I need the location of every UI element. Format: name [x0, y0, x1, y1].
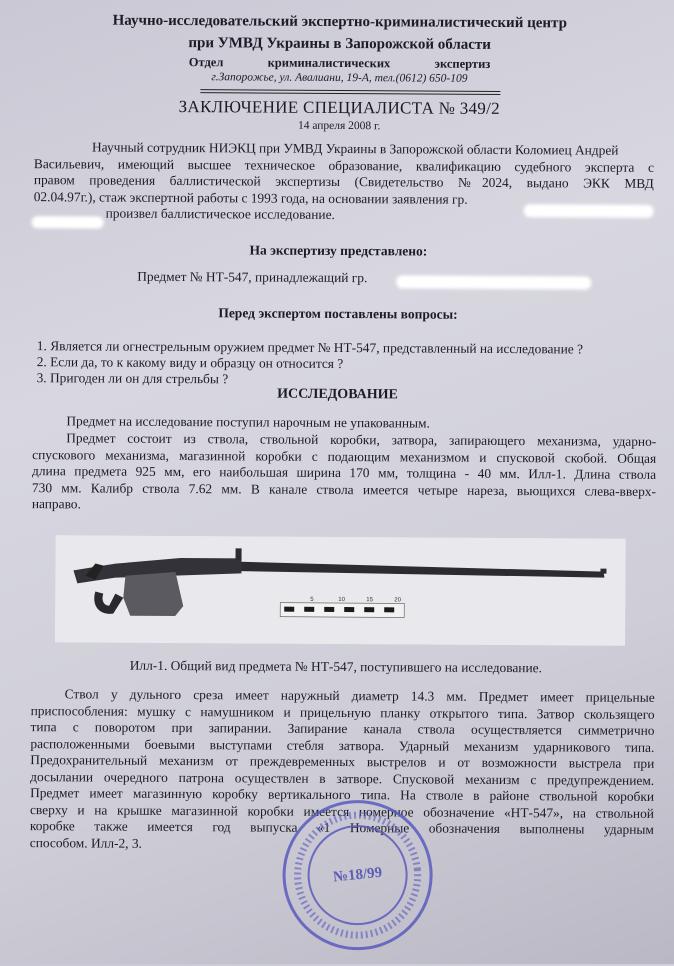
- scale-label: 10: [338, 597, 345, 604]
- question-item: 2. Если да, то к какому виду и образцу он относится ?: [36, 354, 344, 372]
- header-institution: Научно-исследовательский экспертно-криминалистический центр: [112, 12, 567, 32]
- header-address: г.Запорожье, ул. Авалиани, 19-А, тел.(0612) 650-109: [211, 71, 468, 85]
- scale-segment: [344, 607, 354, 612]
- magazine-box: [123, 572, 183, 616]
- description-line: Предохранительный механизм от преждевременных выстрелов и от возможности выстрела при: [30, 752, 655, 771]
- document-date: 14 апреля 2008 г.: [297, 119, 381, 133]
- scale-label: 15: [366, 597, 373, 604]
- scale-segment: [324, 607, 334, 612]
- research-line: Предмет состоит из ствола, ствольной коробки, затвора, запирающего механизма, ударно-: [66, 430, 657, 449]
- research-line: длина предмета 925 мм, его наибольшая ширина 170 мм, толщина - 40 мм. Илл-1. Длина ствола: [32, 463, 657, 482]
- rear-sight: [236, 548, 242, 560]
- header-division-word: Отдел: [188, 55, 224, 70]
- research-paragraph-2: [32, 430, 656, 516]
- seal-number: №18/99: [332, 864, 383, 886]
- scale-segment: [384, 607, 394, 612]
- description-line: способом. Илл-2, 3.: [29, 834, 142, 851]
- object-photo: [55, 535, 626, 645]
- document-title: ЗАКЛЮЧЕНИЕ СПЕЦИАЛИСТА № 349/2: [178, 97, 501, 118]
- question-item: 1. Является ли огнестрельным оружием предмет № НТ-547, представленный на исследование ?: [36, 338, 584, 357]
- intro-line: Научный сотрудник НИЭКЦ при УМВД Украины в Запорожской области Коломиец Андрей: [91, 139, 619, 158]
- research-paragraph-1: Предмет на исследование поступил нарочным не упакованным.: [66, 413, 430, 431]
- scale-label: 20: [394, 597, 401, 604]
- description-line: расположенными боевыми выступами стебля затвора. Ударный механизм ударникового типа.: [30, 735, 655, 755]
- questions-heading: Перед экспертом поставлены вопросы:: [218, 305, 458, 322]
- redaction: [524, 204, 654, 218]
- description-line: приспособления: мушку с намушником и прицельную планку открытого типа. Затвор скользящего: [30, 702, 655, 722]
- redaction: [396, 275, 591, 289]
- illustration-caption: Илл-1. Общий вид предмета № НТ-547, поступившего на исследование.: [129, 657, 543, 676]
- description-line: Ствол у дульного среза имеет наружный диаметр 14.3 мм. Предмет имеет прицельные: [64, 686, 655, 705]
- official-seal: [276, 793, 440, 957]
- research-line: 730 мм. Калибр ствола 7.62 мм. В канале ствола имеется четыре нареза, вьющихся слева-вверх-: [31, 479, 656, 499]
- header-division-word: криминалистических: [267, 55, 391, 71]
- redaction: [32, 216, 104, 228]
- research-line: спускового механизма, магазинной коробки с подающим механизмом и спусковой скобой. Общая: [32, 446, 657, 466]
- rifle-illustration: [55, 535, 626, 645]
- scale-label: 5: [310, 596, 314, 603]
- description-line: сверху и на крышке магазинной коробки имеется номерное обозначение «НТ-547», на ствольной: [29, 801, 655, 821]
- intro-line: 02.04.97г.), стаж экспертной работы с 1993 года, на основании заявления гр.: [33, 188, 468, 207]
- header-division-word: экспертиз: [434, 56, 491, 71]
- description-line: досылании очередного патрона осуществлен в затворе. Спусковой механизм с предупреждением.: [30, 768, 655, 788]
- intro-line: произвел баллистическое исследование.: [105, 205, 335, 222]
- header-department: при УМВД Украины в Запорожской области: [188, 35, 492, 53]
- submitted-heading: На экспертизу представлено:: [249, 242, 428, 259]
- research-heading: ИССЛЕДОВАНИЕ: [277, 386, 398, 403]
- question-item: 3. Пригоден ли он для стрельбы ?: [36, 370, 229, 387]
- scale-segment: [364, 607, 374, 612]
- header-rule: [200, 92, 500, 95]
- description-line: Предмет имеет магазинную коробку вертикального типа. На стволе в районе ствольной коробки: [30, 785, 655, 804]
- intro-line: правом проведения баллистической экспертизы (Свидетельство №2024, выдано ЭКК МВД: [33, 172, 654, 191]
- scale-segment: [284, 607, 294, 612]
- research-line: направо.: [31, 496, 81, 512]
- intro-line: Васильевич, имеющий высшее техническое образование, квалификацию судебного эксперта с: [33, 155, 654, 175]
- front-sight: [600, 569, 606, 574]
- description-line: типа с поворотом при запирании. Запирание канала ствола осуществляется симметрично: [30, 719, 655, 738]
- description-line: коробке также имеется год выпуска «1 Номерные обозначения выполнены ударным: [29, 818, 654, 837]
- scale-segment: [304, 607, 314, 612]
- submitted-item: Предмет № НТ-547, принадлежащий гр.: [137, 268, 368, 286]
